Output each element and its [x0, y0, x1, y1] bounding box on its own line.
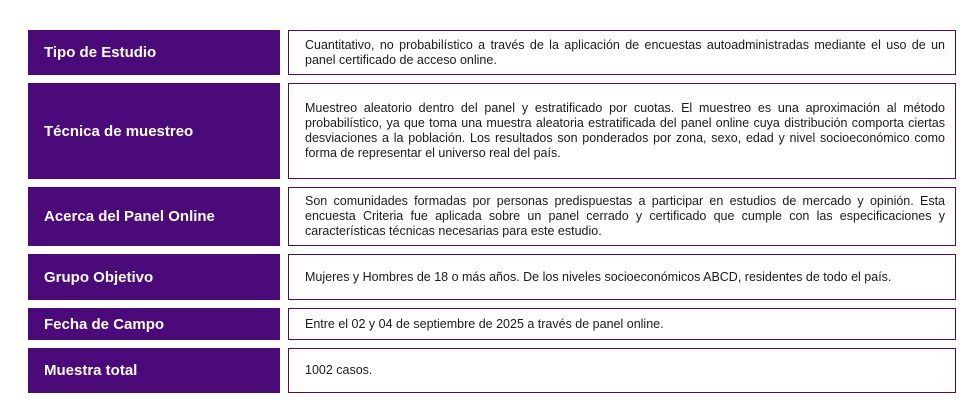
row-value — [288, 30, 956, 75]
row-value — [288, 187, 956, 246]
row-value — [288, 83, 956, 179]
row-value — [288, 254, 956, 300]
row-label: Tipo de Estudio — [28, 30, 280, 75]
row-fecha-de-campo — [28, 308, 956, 340]
row-value-text: Cuantitativo, no probabilístico a través de la aplicación de encuestas autoadministradas mediante el uso de un panel certificado de acceso online. — [305, 37, 945, 67]
row-acerca-del-panel — [28, 187, 956, 246]
row-value-text: 1002 casos. — [305, 363, 373, 377]
row-value-text: Son comunidades formadas por personas predispuestas a participar en estudios de mercado y opinión. Esta encuesta Criteria fue aplicada sobre un panel cerrado y certificado que cumple con las especificaciones y características técnicas necesarias para este estudio. — [305, 194, 945, 238]
row-value-text: Muestreo aleatorio dentro del panel y estratificado por cuotas. El muestreo es una aproximación al método probabilístico, ya que toma una muestra aleatoria estratificada del panel online cuya distribución comporta ciertas desviaciones a la población. Los resultados son ponderados por zona, sexo, edad y nivel socioeconómico como forma de representar el universo real del país. — [305, 101, 945, 160]
row-label: Acerca del Panel Online — [28, 187, 280, 246]
row-label: Muestra total — [28, 348, 280, 393]
row-muestra-total — [28, 348, 956, 393]
row-value — [288, 348, 956, 393]
row-value-text: Entre el 02 y 04 de septiembre de 2025 a través de panel online. — [305, 316, 664, 331]
study-details-table — [28, 30, 956, 393]
row-value-text: Mujeres y Hombres de 18 o más años. De los niveles socioeconómicos ABCD, residentes de todo el país. — [305, 269, 892, 284]
row-label: Técnica de muestreo — [28, 83, 280, 179]
row-tecnica-de-muestreo — [28, 83, 956, 179]
row-label: Fecha de Campo — [28, 308, 280, 340]
row-label: Grupo Objetivo — [28, 254, 280, 300]
row-grupo-objetivo — [28, 254, 956, 300]
row-tipo-de-estudio — [28, 30, 956, 75]
row-value — [288, 308, 956, 340]
